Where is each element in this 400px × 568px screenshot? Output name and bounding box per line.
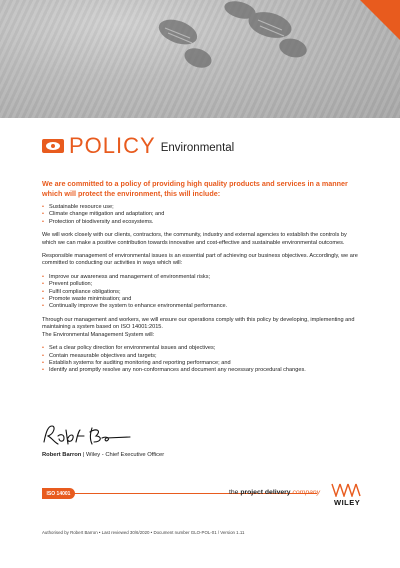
policy-body (42, 179, 362, 381)
list-item: • Continually improve the system to enhance environmental performance. (42, 303, 362, 310)
paragraph-iso: Through our management and workers, we will ensure our operations comply with this policy by developing, implementing and maintaining a system based on ISO 14001:2015. (42, 316, 355, 331)
list-item: • Establish systems for auditing monitoring and reporting performance; and (42, 360, 362, 367)
eye-logo-icon (42, 139, 64, 153)
list-item: • Set a clear policy direction for environmental issues and objectives; (42, 345, 362, 352)
activities-list (42, 274, 362, 311)
tagline (229, 489, 320, 496)
iso-badge: ISO 14001 (42, 488, 75, 499)
policy-title: POLICY (69, 133, 156, 158)
document-metadata: Authorised by Robert Barron • Last reviewed 30/6/2020 • Document number GLO-POL-01 / Version 1.11 (42, 530, 245, 535)
list-item: • Sustainable resource use; (42, 204, 362, 211)
paragraph-collaboration: We will work closely with our clients, contractors, the community, industry and external agencies to establish the controls by which we can make a positive contribution towards innovative and cost-effective and sustainable environmental outcomes. (42, 232, 347, 246)
list-item: • Identify and promptly resolve any non-conformances and document any necessary procedural changes. (42, 367, 362, 374)
list-item: • Fulfil compliance obligations; (42, 289, 362, 296)
tagline-prefix: the (229, 489, 241, 496)
signer-line (42, 452, 164, 458)
list-item: • Contain measurable objectives and targets; (42, 353, 362, 360)
handwritten-signature (40, 422, 135, 448)
list-item: • Improve our awareness and management of environmental risks; (42, 274, 362, 281)
orange-corner-accent (360, 0, 400, 40)
paragraph-objectives: Responsible management of environmental issues is an essential part of achieving our business objectives. Accordingly, we are committed to conducting our activities in ways which will: (42, 253, 358, 267)
ems-list (42, 345, 362, 375)
hero-footprints-image (0, 0, 400, 118)
commitments-list (42, 204, 362, 226)
list-item: • Promote waste minimisation; and (42, 296, 362, 303)
tagline-suffix: company (290, 489, 321, 496)
list-item: • Climate change mitigation and adaptation; and (42, 211, 362, 218)
policy-subtitle: Environmental (160, 142, 235, 154)
paragraph-ems-intro: The Environmental Management System will: (42, 331, 155, 338)
policy-heading (42, 135, 234, 157)
signer-name: Robert Barron (42, 452, 82, 458)
list-item: • Protection of biodiversity and ecosystems. (42, 219, 362, 226)
tagline-bold: project delivery (240, 489, 291, 496)
lead-statement: We are committed to a policy of providing high quality products and services in a manner which will protect the environment, this will include: (42, 179, 348, 198)
wiley-logo-icon (331, 483, 363, 497)
wiley-brand: WILEY (334, 498, 361, 507)
signer-role: | Wiley - Chief Executive Officer (81, 452, 165, 458)
list-item: • Prevent pollution; (42, 281, 362, 288)
